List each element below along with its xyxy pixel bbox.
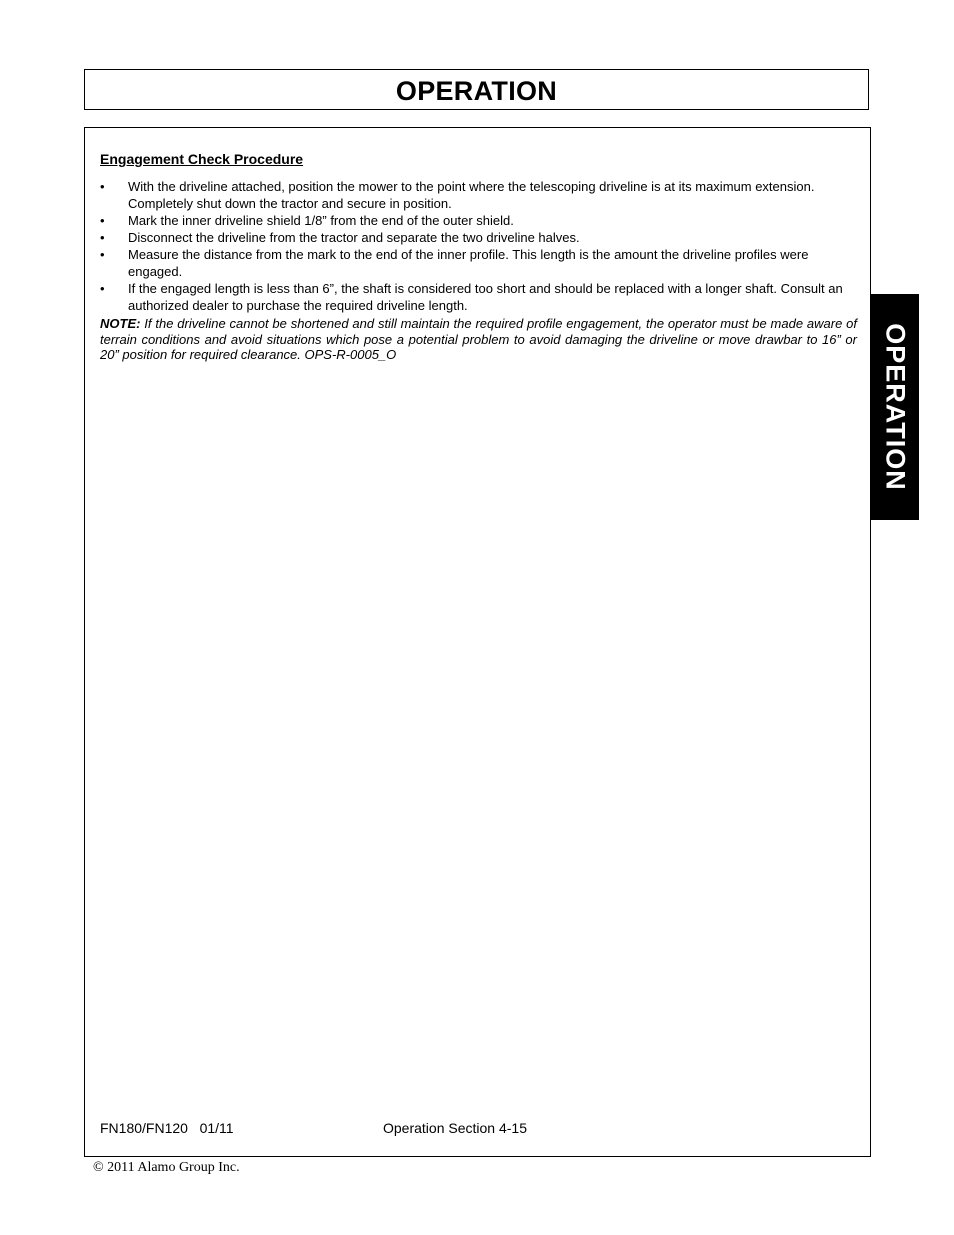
list-item-text: Mark the inner driveline shield 1/8” from the end of the outer shield.: [128, 213, 514, 228]
bullet-icon: •: [100, 247, 105, 262]
footer-page-ref: Operation Section 4-15: [383, 1120, 527, 1136]
list-item: [100, 212, 857, 229]
list-item-text: If the engaged length is less than 6”, the shaft is considered too short and should be replaced with a longer shaft. Consult an authorized dealer to purchase the required driveline length.: [128, 281, 843, 313]
section-side-tab: [870, 294, 919, 520]
content-frame: [84, 127, 871, 1157]
note-paragraph: [100, 316, 857, 363]
bullet-icon: •: [100, 230, 105, 245]
note-text: If the driveline cannot be shortened and still maintain the required profile engagement, the operator must be made aware of terrain conditions and avoid situations which pose a potential problem to avoid damaging the driveline or move drawbar to 16” or 20” position for required clearance. OPS-R-0005_O: [100, 316, 857, 362]
procedure-list: [100, 178, 857, 314]
side-tab-label: OPERATION: [880, 323, 910, 491]
note-label: NOTE:: [100, 316, 141, 331]
list-item: [100, 280, 857, 314]
bullet-icon: •: [100, 281, 105, 296]
copyright-notice: © 2011 Alamo Group Inc.: [93, 1160, 240, 1175]
list-item-text: With the driveline attached, position the mower to the point where the telescoping driveline is at its maximum extension. Completely shut down the tractor and secure in position.: [128, 179, 815, 211]
page-title: OPERATION: [395, 76, 558, 106]
page-header: [84, 69, 869, 110]
bullet-icon: •: [100, 179, 105, 194]
footer-model-date: FN180/FN120 01/11: [100, 1120, 234, 1136]
list-item: [100, 246, 857, 280]
list-item: [100, 178, 857, 212]
list-item-text: Disconnect the driveline from the tractor and separate the two driveline halves.: [128, 230, 580, 245]
bullet-icon: •: [100, 213, 105, 228]
section-heading: Engagement Check Procedure: [100, 151, 304, 167]
list-item-text: Measure the distance from the mark to the end of the inner profile. This length is the amount the driveline profiles were engaged.: [128, 247, 809, 279]
list-item: [100, 229, 857, 246]
